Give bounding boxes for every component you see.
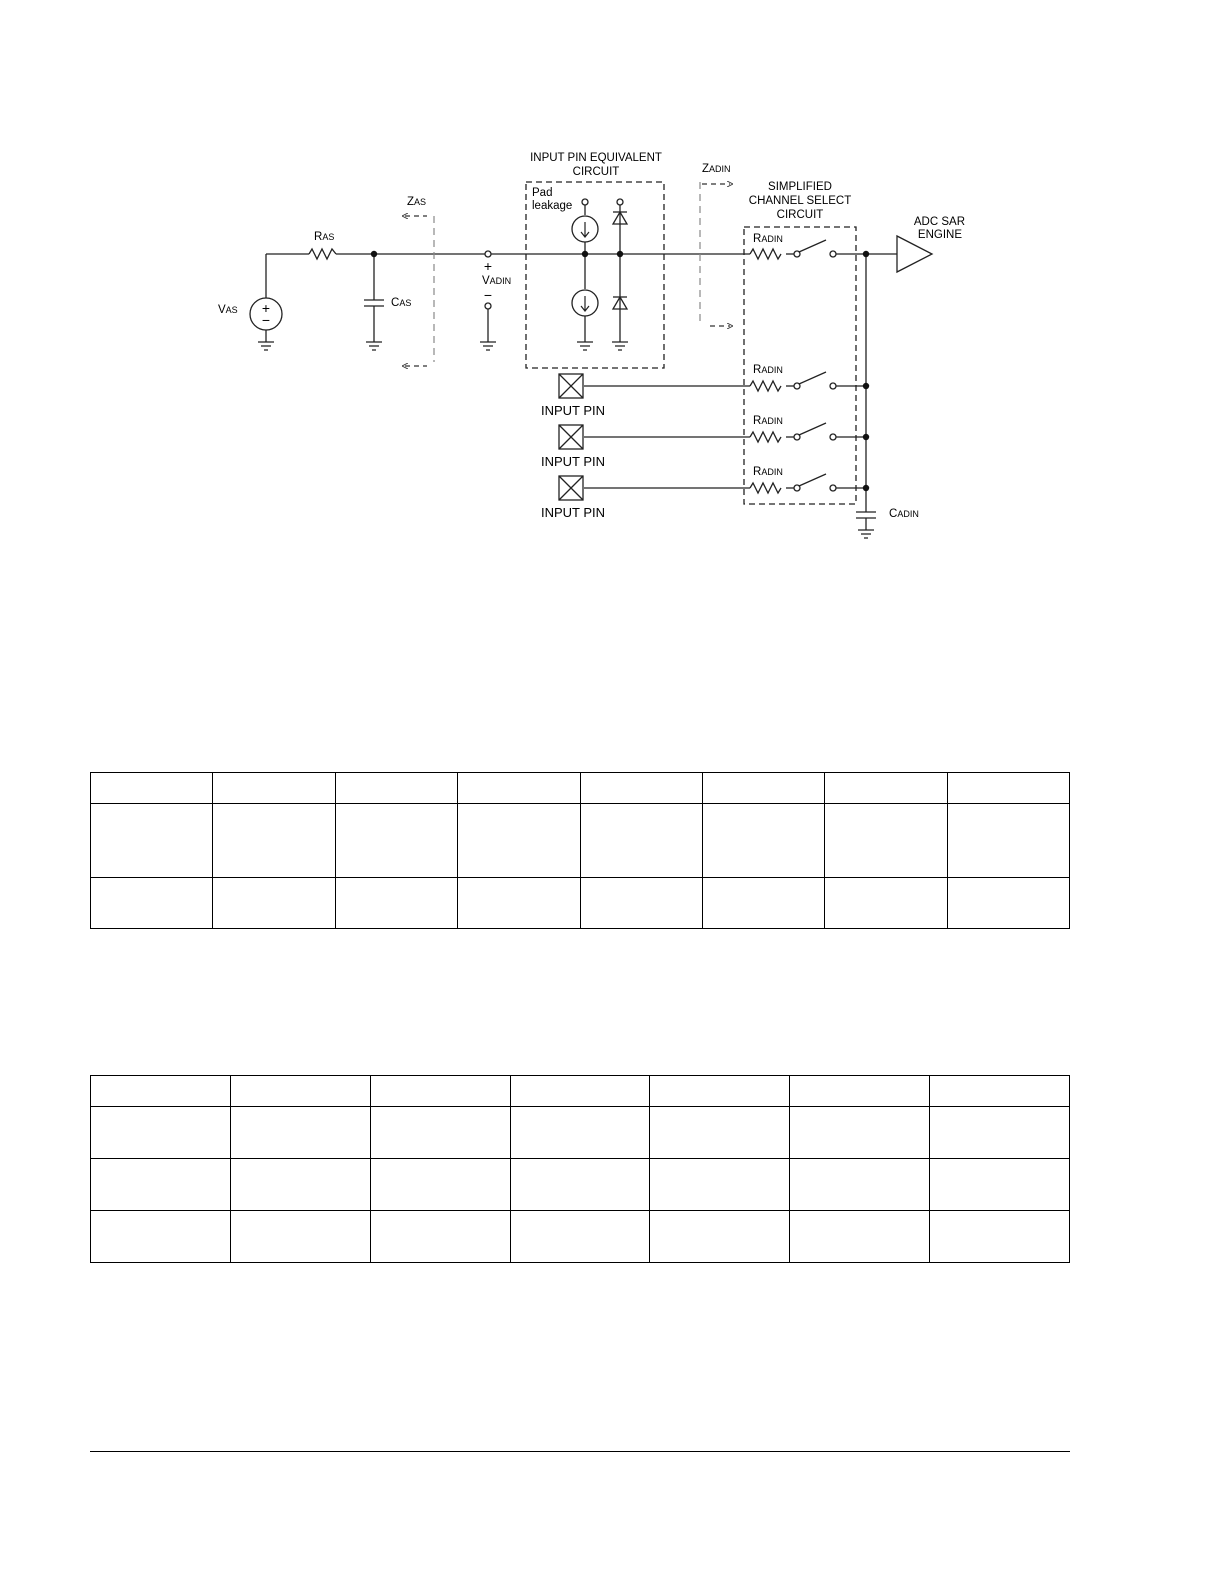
table-cell bbox=[230, 1159, 370, 1211]
vas-label: VAS bbox=[218, 304, 238, 316]
switch-1 bbox=[799, 240, 826, 252]
vadin-minus-sign: − bbox=[483, 287, 493, 303]
table-cell bbox=[580, 878, 702, 929]
empty-table-2 bbox=[90, 1075, 1070, 1263]
table-cell bbox=[370, 1107, 510, 1159]
table-cell bbox=[930, 1107, 1070, 1159]
input-pin-box-2 bbox=[559, 425, 583, 449]
table-2-body bbox=[91, 1076, 1070, 1263]
switch-2 bbox=[799, 372, 826, 384]
pad-leakage-label-1: Pad bbox=[532, 187, 553, 199]
table-cell bbox=[230, 1076, 370, 1107]
table-cell bbox=[947, 773, 1069, 804]
pad-leakage-label-2: leakage bbox=[532, 200, 573, 212]
table-cell bbox=[510, 1076, 650, 1107]
channel-select-label-3: CIRCUIT bbox=[776, 209, 824, 221]
switch-4 bbox=[799, 474, 826, 486]
table-cell bbox=[91, 773, 213, 804]
table-cell bbox=[580, 773, 702, 804]
table-cell bbox=[947, 804, 1069, 878]
table-cell bbox=[510, 1107, 650, 1159]
table-cell bbox=[213, 773, 335, 804]
table-cell bbox=[91, 1211, 231, 1263]
cas-label: CAS bbox=[391, 297, 412, 309]
vadin-label: VADIN bbox=[482, 275, 512, 287]
table-cell bbox=[825, 804, 947, 878]
input-pin-label-3: INPUT PIN bbox=[541, 505, 606, 520]
table-cell bbox=[790, 1211, 930, 1263]
table-cell bbox=[91, 804, 213, 878]
table-cell bbox=[335, 773, 457, 804]
table-cell bbox=[702, 878, 824, 929]
ras-resistor bbox=[309, 249, 336, 259]
table-row bbox=[91, 878, 1070, 929]
table-cell bbox=[91, 1107, 231, 1159]
table-cell bbox=[91, 1159, 231, 1211]
table-cell bbox=[213, 878, 335, 929]
table-cell bbox=[335, 804, 457, 878]
input-pin-equivalent-label-2: CIRCUIT bbox=[572, 166, 620, 178]
table-cell bbox=[458, 804, 580, 878]
empty-table-1 bbox=[90, 772, 1070, 929]
table-cell bbox=[230, 1211, 370, 1263]
table-cell bbox=[580, 804, 702, 878]
table-cell bbox=[335, 878, 457, 929]
table-cell bbox=[458, 773, 580, 804]
table-row bbox=[91, 1107, 1070, 1159]
table-cell bbox=[790, 1159, 930, 1211]
radin-resistor-4 bbox=[750, 483, 781, 493]
adc-input-circuit-diagram bbox=[0, 0, 1225, 600]
table-cell bbox=[91, 878, 213, 929]
table-cell bbox=[370, 1159, 510, 1211]
table-cell bbox=[790, 1107, 930, 1159]
table-row bbox=[91, 1159, 1070, 1211]
input-pin-box-3 bbox=[559, 476, 583, 500]
channel-select-label-1: SIMPLIFIED bbox=[768, 181, 832, 193]
table-row bbox=[91, 1211, 1070, 1263]
radin-resistor-1 bbox=[750, 249, 781, 259]
table-cell bbox=[825, 878, 947, 929]
table-cell bbox=[702, 804, 824, 878]
table-cell bbox=[930, 1076, 1070, 1107]
adc-sar-label-1: ADC SAR bbox=[913, 216, 965, 228]
input-pin-box-1 bbox=[559, 374, 583, 398]
table-cell bbox=[930, 1159, 1070, 1211]
switch-3 bbox=[799, 423, 826, 435]
radin-label-1: RADIN bbox=[753, 233, 783, 245]
footer-divider bbox=[90, 1451, 1070, 1452]
zadin-label: ZADIN bbox=[702, 163, 731, 175]
vas-plus-sign: + bbox=[261, 300, 271, 316]
radin-resistor-3 bbox=[750, 432, 781, 442]
table-cell bbox=[790, 1076, 930, 1107]
table-cell bbox=[91, 1076, 231, 1107]
table-cell bbox=[230, 1107, 370, 1159]
radin-label-3: RADIN bbox=[753, 415, 783, 427]
table-1-body bbox=[91, 773, 1070, 929]
table-row bbox=[91, 804, 1070, 878]
vadin-plus-sign: + bbox=[483, 258, 493, 274]
table-cell bbox=[825, 773, 947, 804]
table-cell bbox=[650, 1159, 790, 1211]
table-cell bbox=[947, 878, 1069, 929]
table-cell bbox=[510, 1211, 650, 1263]
table-cell bbox=[213, 804, 335, 878]
vas-minus-sign: − bbox=[261, 312, 271, 328]
zas-label: ZAS bbox=[407, 196, 427, 208]
adc-sar-engine-triangle bbox=[897, 236, 932, 272]
input-pin-label-1: INPUT PIN bbox=[541, 403, 606, 418]
adc-sar-label-2: ENGINE bbox=[917, 229, 962, 241]
table-cell bbox=[650, 1076, 790, 1107]
ras-label: RAS bbox=[314, 231, 335, 243]
radin-label-2: RADIN bbox=[753, 364, 783, 376]
vadin-node bbox=[485, 251, 491, 257]
table-cell bbox=[650, 1211, 790, 1263]
cadin-label: CADIN bbox=[889, 508, 919, 520]
table-row bbox=[91, 1076, 1070, 1107]
table-cell bbox=[650, 1107, 790, 1159]
channel-select-label-2: CHANNEL SELECT bbox=[748, 195, 852, 207]
table-cell bbox=[510, 1159, 650, 1211]
table-cell bbox=[458, 878, 580, 929]
radin-resistor-2 bbox=[750, 381, 781, 391]
input-pin-label-2: INPUT PIN bbox=[541, 454, 606, 469]
table-cell bbox=[370, 1076, 510, 1107]
table-cell bbox=[702, 773, 824, 804]
table-cell bbox=[930, 1211, 1070, 1263]
input-pin-equivalent-label-1: INPUT PIN EQUIVALENT bbox=[530, 152, 662, 164]
radin-label-4: RADIN bbox=[753, 466, 783, 478]
table-cell bbox=[370, 1211, 510, 1263]
table-row bbox=[91, 773, 1070, 804]
